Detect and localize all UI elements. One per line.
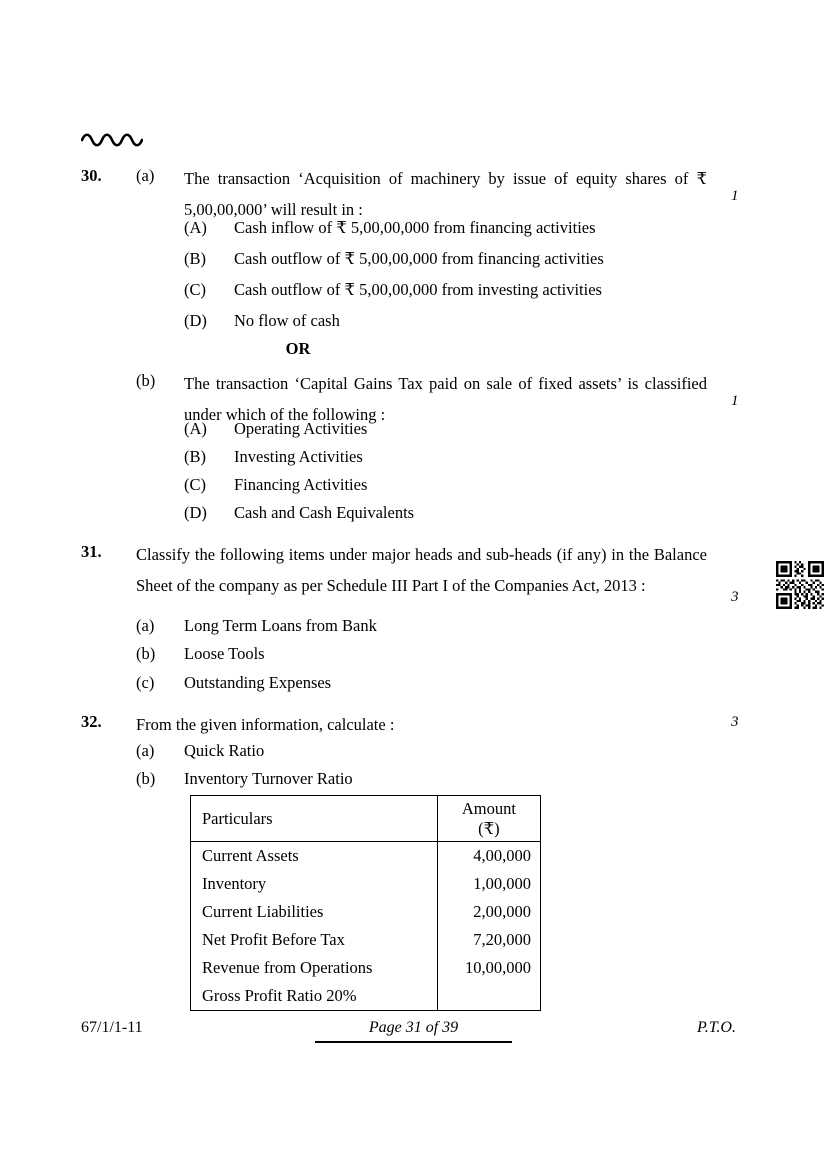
question-32-item-a-text: Quick Ratio xyxy=(184,741,265,760)
question-30a-text: The transaction ‘Acquisition of machinery by issue of equity shares of ₹ 5,00,00,000’ will result in : xyxy=(184,169,707,219)
option-30a-B-label[interactable]: (B) xyxy=(184,249,206,268)
question-30a-marks: 1 xyxy=(731,188,739,204)
table-cell-amount xyxy=(437,982,540,1011)
table-cell-particular: Inventory xyxy=(191,870,438,898)
option-30b-D-label[interactable]: (D) xyxy=(184,503,207,522)
table-header-particulars: Particulars xyxy=(191,796,438,842)
table-header-amount-line2: (₹) xyxy=(478,818,500,838)
table-cell-amount: 2,00,000 xyxy=(437,898,540,926)
option-30a-C-text[interactable]: Cash outflow of ₹ 5,00,00,000 from investing activities xyxy=(234,280,602,299)
table-cell-amount: 4,00,000 xyxy=(437,842,540,871)
option-30a-C-label[interactable]: (C) xyxy=(184,280,206,299)
question-31-marks: 3 xyxy=(731,589,739,605)
table-cell-particular: Current Liabilities xyxy=(191,898,438,926)
option-30b-B-text[interactable]: Investing Activities xyxy=(234,447,363,466)
question-30a-label: (a) xyxy=(136,166,155,185)
or-separator: OR xyxy=(285,339,311,358)
table-row xyxy=(191,982,541,1011)
table-row xyxy=(191,842,541,871)
table-row xyxy=(191,954,541,982)
question-30b-marks: 1 xyxy=(731,393,739,409)
qr-code-icon xyxy=(773,561,827,609)
question-31-text: Classify the following items under major heads and sub-heads (if any) in the Balance Sheet of the company as per Schedule III Part I of the Companies Act, 2013 : xyxy=(136,545,707,595)
option-30a-A-text[interactable]: Cash inflow of ₹ 5,00,00,000 from financing activities xyxy=(234,218,596,237)
question-31-item-c-text: Outstanding Expenses xyxy=(184,673,332,692)
question-32-item-b-label: (b) xyxy=(136,769,156,788)
question-number-32: 32. xyxy=(81,712,102,731)
table-row xyxy=(191,870,541,898)
question-31-item-b-text: Loose Tools xyxy=(184,644,265,663)
option-30b-A-text[interactable]: Operating Activities xyxy=(234,419,368,438)
table-cell-amount: 10,00,000 xyxy=(437,954,540,982)
table-cell-amount: 7,20,000 xyxy=(437,926,540,954)
question-32-item-b-text: Inventory Turnover Ratio xyxy=(184,769,353,788)
option-30b-A-label[interactable]: (A) xyxy=(184,419,207,438)
page-number: Page 31 of 39 xyxy=(368,1019,459,1036)
option-30a-D-text[interactable]: No flow of cash xyxy=(234,311,340,330)
table-row xyxy=(191,926,541,954)
footer-divider xyxy=(315,1041,512,1043)
option-30b-C-text[interactable]: Financing Activities xyxy=(234,475,368,494)
table-cell-particular: Gross Profit Ratio 20% xyxy=(191,982,438,1011)
question-number-31: 31. xyxy=(81,542,102,561)
option-30a-B-text[interactable]: Cash outflow of ₹ 5,00,00,000 from financing activities xyxy=(234,249,604,268)
option-30b-D-text[interactable]: Cash and Cash Equivalents xyxy=(234,503,415,522)
question-32-item-a-label: (a) xyxy=(136,741,155,760)
financial-data-table xyxy=(190,795,541,1011)
question-31-item-a-text: Long Term Loans from Bank xyxy=(184,616,377,635)
question-31-item-a-label: (a) xyxy=(136,616,155,635)
question-31-item-c-label: (c) xyxy=(136,673,155,692)
option-30a-A-label[interactable]: (A) xyxy=(184,218,207,237)
table-cell-particular: Revenue from Operations xyxy=(191,954,438,982)
table-cell-particular: Current Assets xyxy=(191,842,438,871)
pto-label: P.T.O. xyxy=(697,1019,736,1036)
table-row xyxy=(191,898,541,926)
question-number-30: 30. xyxy=(81,166,102,185)
table-cell-particular: Net Profit Before Tax xyxy=(191,926,438,954)
option-30a-D-label[interactable]: (D) xyxy=(184,311,207,330)
table-header-amount xyxy=(437,796,540,842)
paper-code: 67/1/1-11 xyxy=(81,1019,143,1036)
question-30b-label: (b) xyxy=(136,371,156,390)
question-31-item-b-label: (b) xyxy=(136,644,156,663)
wavy-line-icon xyxy=(81,131,143,147)
question-30b-text: The transaction ‘Capital Gains Tax paid on sale of fixed assets’ is classified under which of the following : xyxy=(184,374,707,424)
table-header-row xyxy=(191,796,541,842)
question-32-marks: 3 xyxy=(731,714,739,730)
table-header-amount-line1: Amount xyxy=(461,798,516,818)
option-30b-B-label[interactable]: (B) xyxy=(184,447,206,466)
table-cell-amount: 1,00,000 xyxy=(437,870,540,898)
question-32-text: From the given information, calculate : xyxy=(136,715,395,734)
option-30b-C-label[interactable]: (C) xyxy=(184,475,206,494)
